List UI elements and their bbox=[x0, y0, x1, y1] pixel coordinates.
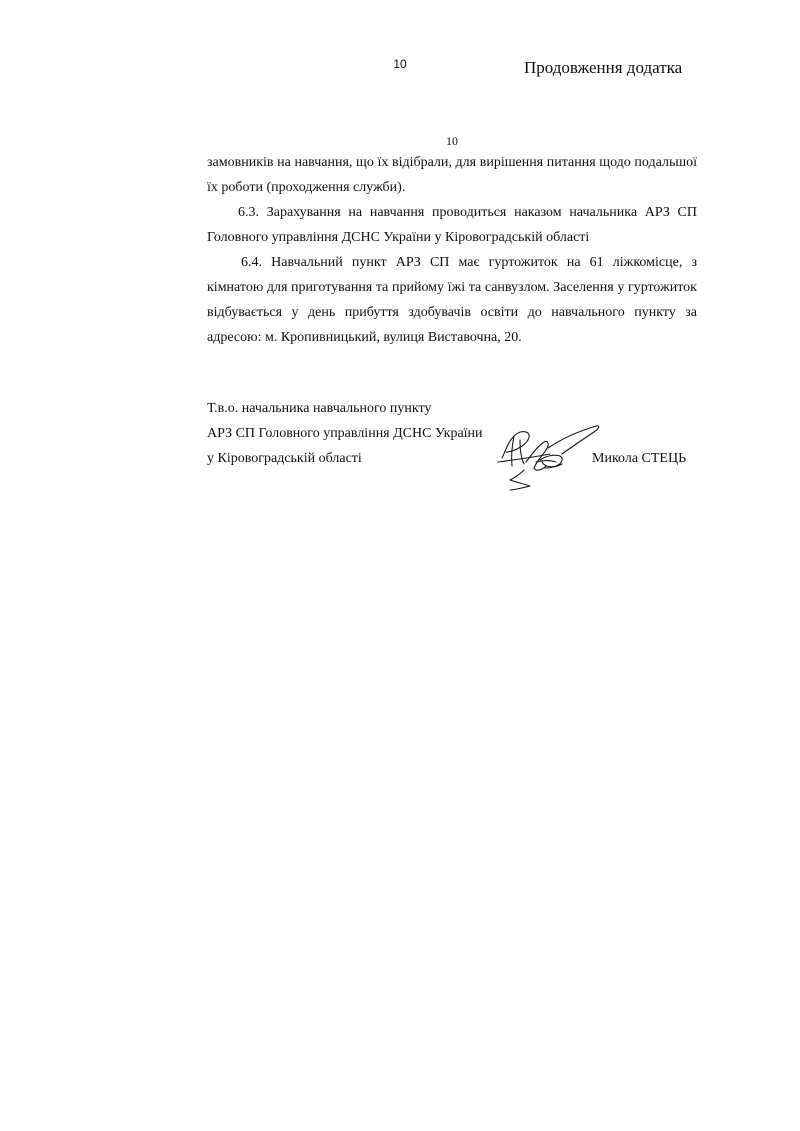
paragraph-continuation: замовників на навчання, що їх відібрали, для вирішення питання щодо подальшої їх роботи (проходження служби). bbox=[207, 155, 697, 195]
paragraph-6-4: 6.4. Навчальний пункт АРЗ СП має гуртожиток на 61 ліжкомісце, з кімнатою для приготування та прийому їжі та санвузлом. Заселення у гуртожиток відбувається у день прибуття здобувачів освіти до навчального пункту за адресою: м. Кропивницький, вулиця Виставочна, 20. bbox=[207, 255, 697, 345]
paragraph-6-3: 6.3. Зарахування на навчання проводиться наказом начальника АРЗ СП Головного управління ДСНС України у Кіровоградській області bbox=[207, 205, 697, 245]
signatory-position-line-1: Т.в.о. начальника навчального пункту bbox=[207, 401, 432, 416]
header-page-number: 10 bbox=[393, 57, 407, 71]
header-continuation-label: Продовження додатка bbox=[524, 58, 683, 77]
signatory-position-line-3: у Кіровоградській області bbox=[207, 451, 362, 466]
signatory-position-line-2: АРЗ СП Головного управління ДСНС України bbox=[207, 426, 483, 441]
inner-page-number: 10 bbox=[446, 134, 458, 148]
body-text bbox=[207, 150, 697, 350]
signature-block bbox=[207, 396, 697, 471]
signatory-name: Микола СТЕЦЬ bbox=[592, 451, 687, 466]
handwritten-signature bbox=[484, 400, 604, 492]
